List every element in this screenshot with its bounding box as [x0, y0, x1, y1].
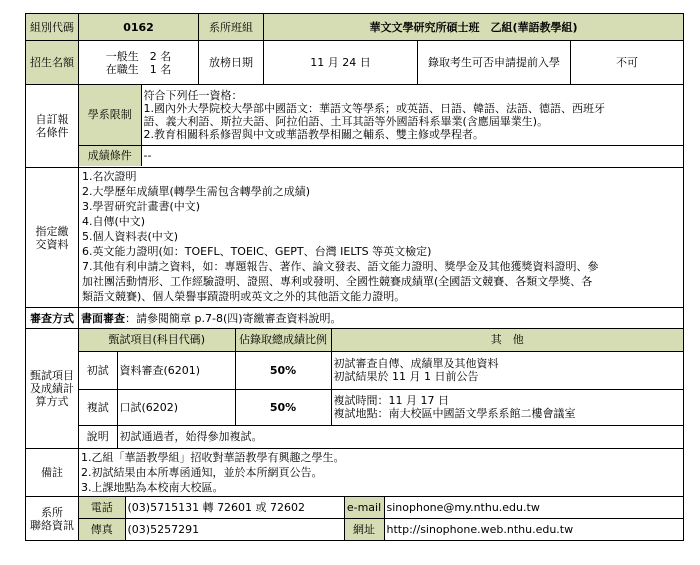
general-label: 一般生: [105, 49, 139, 63]
first-round-other: [331, 351, 683, 389]
remark-item: 2.初試結果由本所專函通知，並於本所網頁公告。: [81, 466, 323, 479]
email-value[interactable]: sinophone@my.nthu.edu.tw: [384, 497, 683, 519]
remarks-list: [79, 449, 684, 497]
fax-label: 傳真: [79, 519, 125, 541]
remark-item: 3.上課地點為本校南大校區。: [81, 481, 224, 494]
restrict-line: 2.教育相關科系修習與中文或華語教學相關之輔系、雙主修或學程者。: [143, 127, 484, 141]
exam-label-line: 及成績計: [30, 382, 74, 395]
general-count: 2 名: [149, 49, 172, 63]
documents-label: [26, 168, 79, 308]
quota-label: 招生名額: [26, 41, 79, 85]
code-label: 組別代碼: [26, 14, 79, 41]
grade-label: 成績條件: [79, 145, 141, 166]
early-admission-value: 不可: [571, 41, 684, 85]
working-label: 在職生: [105, 62, 139, 76]
col-subject-header: 甄試項目(科目代碼): [79, 329, 235, 351]
contact-label-line: 聯絡資訊: [30, 518, 74, 532]
exam-label: [26, 329, 79, 449]
qualification-label-line: 名條件: [35, 126, 69, 139]
contact-content: [79, 497, 684, 541]
restrict-line: 符合下列任一資格：: [143, 88, 243, 102]
document-item: 2.大學歷年成績單(轉學生需包含轉學前之成績): [82, 185, 311, 198]
col-ratio-header: 佔錄取總成績比例: [235, 329, 331, 351]
restrict-text: [141, 85, 683, 145]
restrict-line: 1.國內外大學院校大學部中國語文：華語文等學系；或英語、日語、韓語、法語、德語、西班牙: [143, 101, 605, 115]
note-text: 初試通過者，始得參加複試。: [117, 425, 683, 448]
first-round-label: 初試: [79, 351, 117, 389]
first-round-note: 初試結果於 11 月 1 日前公告: [333, 370, 479, 383]
grade-value: --: [141, 145, 683, 166]
second-round-other: [331, 389, 683, 425]
first-round-ratio: 50%: [235, 351, 331, 389]
first-round-subject: 資料審查(6201): [117, 351, 235, 389]
review-description: ：請參閱簡章 p.7-8(四)寄繳審查資料說明。: [125, 311, 342, 325]
document-item: 1.名次證明: [82, 170, 137, 183]
working-count: 1 名: [149, 62, 172, 76]
document-item: 類語文競賽)、個人榮譽事蹟證明或英文之外的其他語文能力證明。: [82, 290, 406, 303]
documents-label-line: 交資料: [35, 237, 69, 251]
web-link[interactable]: http://sinophone.web.nthu.edu.tw: [384, 519, 683, 541]
second-round-ratio: 50%: [235, 389, 331, 425]
contact-label: [26, 497, 79, 541]
remark-item: 1.乙組「華語教學組」招收對華語教學有興趣之學生。: [81, 451, 345, 464]
review-method: 書面審查: [81, 311, 125, 325]
second-round-note: 複試地點：南大校區中國語文學系系館二樓會議室: [333, 407, 576, 420]
review-text: [79, 308, 684, 329]
release-label: 放榜日期: [199, 41, 264, 85]
phone-label: 電話: [79, 497, 125, 519]
document-item: 加社團活動情形、工作經驗證明、證照、專利或發明、全國性競賽成績單(全國語文競賽、各類文學獎、各: [82, 275, 593, 288]
document-item: 7.其他有利申請之資料，如：專題報告、著作、論文發表、語文能力證明、獎學金及其他獲獎資料證明、參: [82, 260, 599, 273]
document-item: 6.英文能力證明(如：TOEFL、TOEIC、GEPT、台灣 IELTS 等英文檢定): [82, 245, 432, 258]
document-item: 3.學習研究計畫書(中文): [82, 200, 201, 213]
documents-list: [79, 168, 684, 308]
document-item: 5.個人資料表(中文): [82, 230, 179, 243]
second-round-label: 複試: [79, 389, 117, 425]
review-label: 審查方式: [26, 308, 79, 329]
qualification-label-line: 自訂報: [35, 113, 69, 126]
group-code: 0162: [79, 14, 199, 41]
exam-label-line: 甄試項目: [30, 369, 74, 382]
remarks-label: 備註: [26, 449, 79, 497]
admission-table: [25, 13, 683, 541]
documents-label-line: 指定繳: [35, 224, 69, 238]
first-round-note: 初試審查自傳、成績單及其他資料: [333, 357, 499, 370]
second-round-subject: 口試(6202): [117, 389, 235, 425]
restrict-label: 學系限制: [79, 85, 141, 145]
web-label: 網址: [344, 519, 384, 541]
class-label: 系所班組: [199, 14, 264, 41]
phone-value: (03)5715131 轉 72601 或 72602: [125, 497, 344, 519]
restrict-line: 語、義大利語、斯拉夫語、阿拉伯語、土耳其語等外國語科系畢業(含應屆畢業生)。: [143, 114, 549, 128]
note-label: 說明: [79, 425, 117, 448]
email-label: e-mail: [344, 497, 384, 519]
exam-content: [79, 329, 684, 449]
release-date: 11 月 24 日: [264, 41, 418, 85]
quota-cell: [79, 41, 199, 85]
col-other-header: 其 他: [331, 329, 683, 351]
qualification-content: [79, 85, 684, 168]
document-item: 4.自傳(中文): [82, 215, 146, 228]
contact-label-line: 系所: [41, 505, 63, 519]
fax-value: (03)5257291: [125, 519, 344, 541]
early-admission-label: 錄取考生可否申請提前入學: [418, 41, 571, 85]
exam-label-line: 算方式: [35, 395, 69, 408]
class-name: 華文文學研究所碩士班 乙組(華語教學組): [264, 14, 684, 41]
qualification-label: [26, 85, 79, 168]
second-round-note: 複試時間：11 月 17 日: [333, 394, 449, 407]
